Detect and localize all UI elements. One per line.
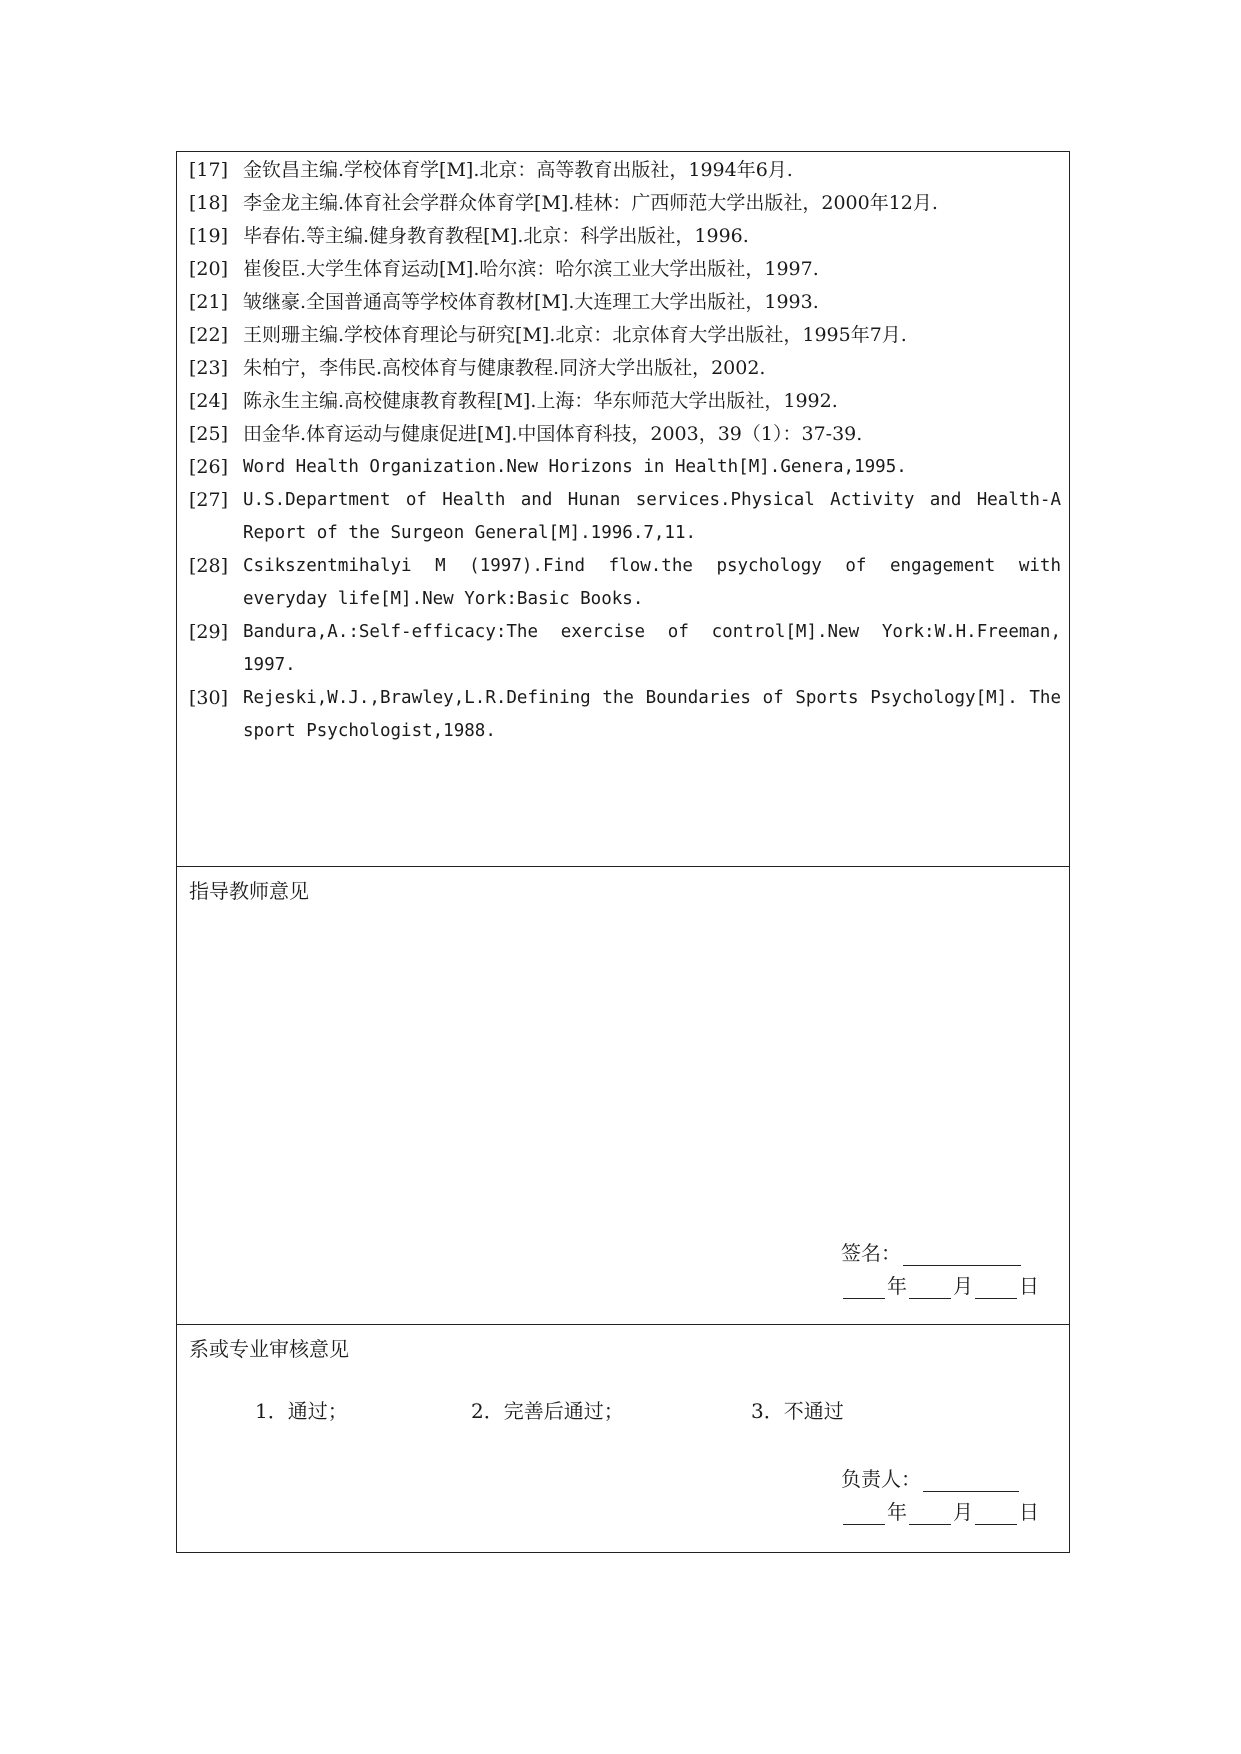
responsible-blank[interactable] [923,1469,1019,1492]
reference-number: [19] [189,225,229,247]
advisor-opinion-section [177,866,1069,1324]
option-pass[interactable]: 1．通过； [255,1399,348,1423]
review-year-blank[interactable] [843,1502,885,1525]
review-day-label: 日 [1019,1500,1039,1524]
reference-item [189,253,1061,286]
day-blank[interactable] [975,1276,1017,1299]
reference-text: Word Health Organization.New Horizons in Health[M].Genera,1995. [243,457,907,477]
reference-text: 毕春佑.等主编.健身教育教程[M].北京：科学出版社，1996. [243,225,749,247]
review-day-blank[interactable] [975,1502,1017,1525]
signature-label: 签名： [841,1241,901,1265]
reference-number: [21] [189,291,229,313]
department-review-section [177,1324,1069,1552]
reference-item [189,550,1061,616]
year-blank[interactable] [843,1276,885,1299]
opinion-form-table [176,151,1070,1553]
reference-item [189,187,1061,220]
reference-text: 崔俊臣.大学生体育运动[M].哈尔滨：哈尔滨工业大学出版社，1997. [243,258,819,280]
review-month-blank[interactable] [909,1502,951,1525]
reference-number: [29] [189,621,229,643]
reference-item [189,484,1061,550]
reference-item [189,418,1061,451]
reference-text: 朱柏宁，李伟民.高校体育与健康教程.同济大学出版社，2002. [243,357,766,379]
references-section [177,152,1069,866]
reference-item [189,286,1061,319]
reference-text: 田金华.体育运动与健康促进[M].中国体育科技，2003，39（1）：37-39. [243,423,863,445]
reference-text: 李金龙主编.体育社会学群众体育学[M].桂林：广西师范大学出版社，2000年12月. [243,192,938,214]
reference-text: Bandura,A.:Self-efficacy:The exercise of control[M].New York:W.H.Freeman, 1997. [243,622,1061,675]
review-month-label: 月 [953,1500,973,1524]
reference-item [189,616,1061,682]
reference-text: 陈永生主编.高校健康教育教程[M].上海：华东师范大学出版社，1992. [243,390,838,412]
reference-number: [22] [189,324,229,346]
signature-blank[interactable] [903,1243,1021,1266]
advisor-signature-block [841,1233,1039,1299]
reference-number: [28] [189,555,229,577]
reference-text: 金钦昌主编.学校体育学[M].北京：高等教育出版社，1994年6月. [243,159,793,181]
department-review-label: 系或专业审核意见 [189,1337,349,1361]
reference-text: Csikszentmihalyi M (1997).Find flow.the psychology of engagement with everyday life[M].New York:Basic Books. [243,556,1061,609]
reference-number: [30] [189,687,229,709]
responsible-signature-block [841,1459,1039,1525]
reference-item [189,385,1061,418]
responsible-label: 负责人： [841,1467,921,1491]
reference-text: Rejeski,W.J.,Brawley,L.R.Defining the Boundaries of Sports Psychology[M]. The sport Psychologist,1988. [243,688,1061,741]
option-fail[interactable]: 3．不通过 [751,1399,844,1423]
reference-item [189,319,1061,352]
reference-item [189,220,1061,253]
reference-list [189,154,1061,748]
month-blank[interactable] [909,1276,951,1299]
reference-number: [23] [189,357,229,379]
reference-number: [26] [189,456,229,478]
reference-text: 皱继豪.全国普通高等学校体育教材[M].大连理工大学出版社，1993. [243,291,819,313]
advisor-opinion-label: 指导教师意见 [189,879,309,903]
reference-item [189,451,1061,484]
reference-number: [20] [189,258,229,280]
day-label: 日 [1019,1274,1039,1298]
reference-text: U.S.Department of Health and Hunan services.Physical Activity and Health-A Report of the Surgeon General[M].1996.7,11. [243,490,1061,543]
reference-number: [25] [189,423,229,445]
review-year-label: 年 [887,1500,907,1524]
reference-number: [27] [189,489,229,511]
reference-text: 王则珊主编.学校体育理论与研究[M].北京：北京体育大学出版社，1995年7月. [243,324,907,346]
reference-number: [18] [189,192,229,214]
year-label: 年 [887,1274,907,1298]
month-label: 月 [953,1274,973,1298]
reference-number: [24] [189,390,229,412]
reference-number: [17] [189,159,229,181]
option-pass-after-revision[interactable]: 2．完善后通过； [471,1399,624,1423]
reference-item [189,154,1061,187]
reference-item [189,682,1061,748]
reference-item [189,352,1061,385]
